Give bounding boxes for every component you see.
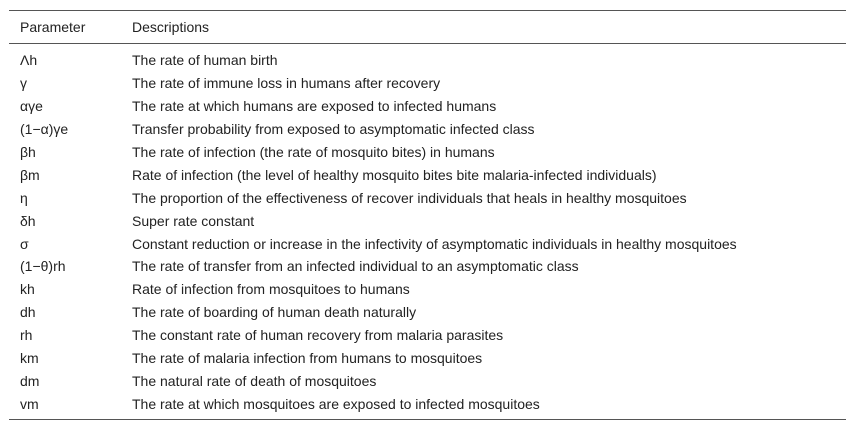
description-cell: The rate of boarding of human death naturally: [132, 304, 417, 321]
table-row: [9, 163, 846, 186]
parameter-cell: Λh: [20, 52, 38, 69]
table-row: [9, 141, 846, 164]
table-row: [9, 278, 846, 301]
parameter-table: [9, 10, 846, 419]
parameter-cell: σ: [20, 235, 29, 252]
parameter-cell: (1−θ)rh: [20, 258, 66, 275]
description-cell: The rate of immune loss in humans after recovery: [132, 75, 441, 92]
table-row: [9, 392, 846, 419]
table-row: [9, 44, 846, 72]
description-cell: The rate at which mosquitoes are exposed to infected mosquitoes: [132, 395, 540, 412]
parameter-cell: η: [20, 189, 28, 206]
description-cell: The rate of infection (the rate of mosquito bites) in humans: [132, 144, 495, 160]
description-cell: The rate of human birth: [132, 52, 278, 69]
header-parameter: Parameter: [20, 19, 86, 35]
description-cell: Transfer probability from exposed to asymptomatic infected class: [132, 121, 535, 138]
table-header-row: [9, 11, 846, 44]
table-row: [9, 369, 846, 392]
parameter-cell: kh: [20, 281, 35, 298]
table-row: [9, 301, 846, 324]
table-row: [9, 186, 846, 209]
parameter-cell: dh: [20, 304, 36, 321]
description-cell: Rate of infection from mosquitoes to humans: [132, 281, 410, 298]
parameter-cell: δh: [20, 212, 36, 229]
description-cell: The natural rate of death of mosquitoes: [132, 372, 377, 389]
parameter-cell: βm: [20, 166, 40, 183]
table-row: [9, 324, 846, 347]
parameter-cell: γ: [20, 75, 27, 92]
parameter-cell: αγe: [20, 98, 43, 115]
table-row: [9, 255, 846, 278]
description-cell: The constant rate of human recovery from malaria parasites: [132, 327, 504, 344]
parameter-cell: βh: [20, 144, 36, 160]
description-cell: The rate of malaria infection from humans to mosquitoes: [132, 350, 483, 367]
description-cell: The rate of transfer from an infected individual to an asymptomatic class: [132, 258, 579, 275]
description-cell: The rate at which humans are exposed to infected humans: [132, 98, 497, 115]
parameter-cell: (1−α)γe: [20, 121, 69, 138]
description-cell: Super rate constant: [132, 212, 255, 229]
table-body: [9, 44, 846, 420]
parameter-cell: km: [20, 350, 39, 367]
description-cell: Constant reduction or increase in the infectivity of asymptomatic individuals in healthy mosquitoes: [132, 235, 737, 252]
table-row: [9, 209, 846, 232]
table-row: [9, 118, 846, 141]
table-row: [9, 347, 846, 370]
parameter-table-container: [9, 10, 846, 420]
header-descriptions: Descriptions: [132, 19, 210, 35]
description-cell: Rate of infection (the level of healthy mosquito bites bite malaria-infected individuals): [132, 166, 657, 183]
table-row: [9, 95, 846, 118]
parameter-cell: vm: [20, 395, 39, 412]
parameter-cell: rh: [20, 327, 33, 344]
table-row: [9, 72, 846, 95]
table-row: [9, 232, 846, 255]
description-cell: The proportion of the effectiveness of recover individuals that heals in healthy mosquitoes: [132, 189, 687, 206]
parameter-cell: dm: [20, 372, 40, 389]
